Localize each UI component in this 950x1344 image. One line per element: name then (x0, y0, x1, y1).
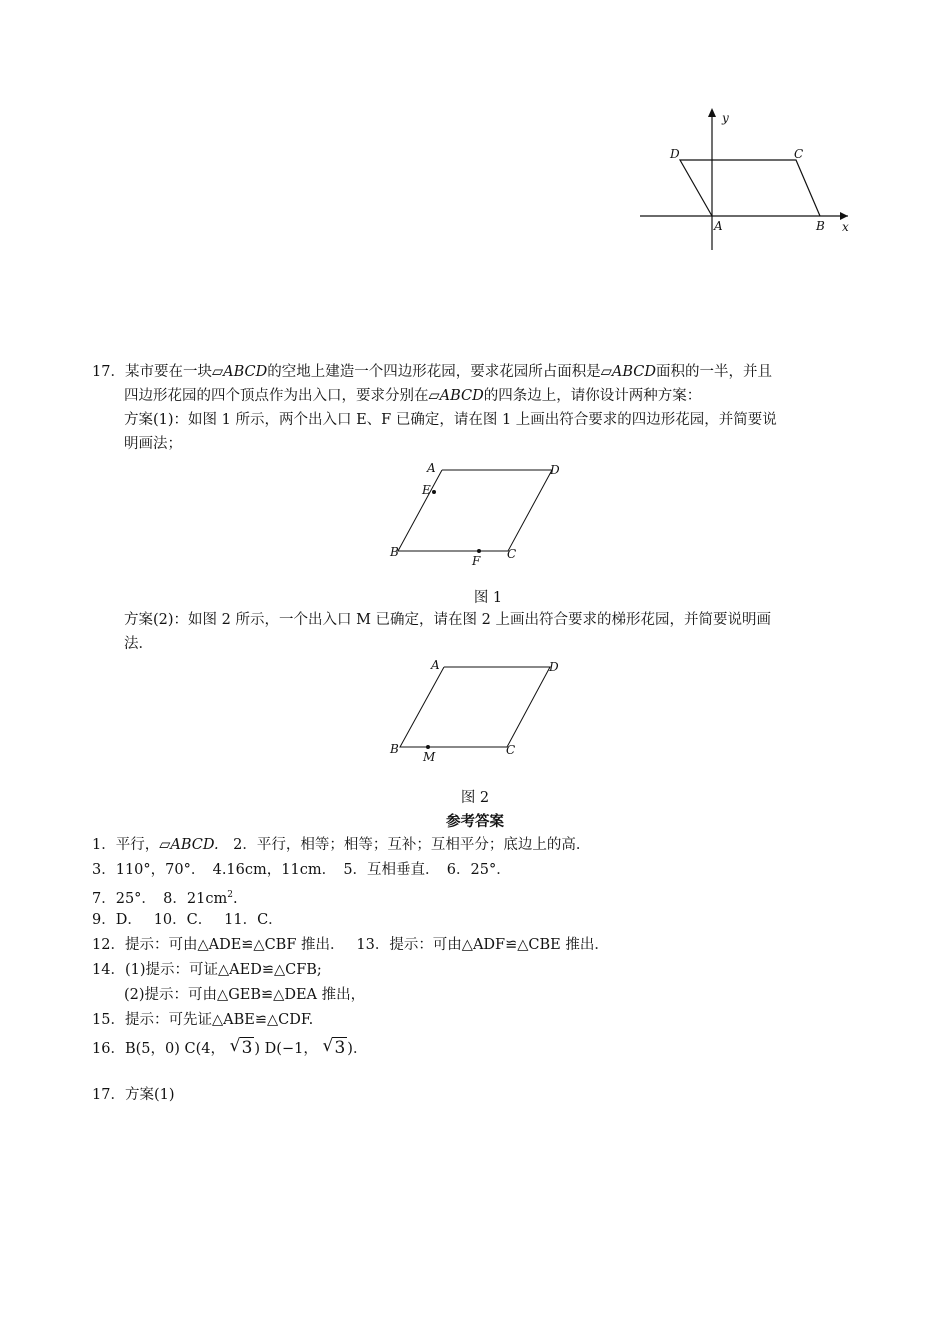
label-F: F (472, 554, 481, 568)
point-M (426, 745, 430, 749)
parallelogram-fig2 (400, 667, 550, 747)
label-B: B (390, 545, 399, 559)
label-M: M (423, 750, 436, 764)
label-D: D (550, 463, 560, 477)
figure-1-parallelogram (380, 455, 580, 573)
label-E: E (422, 483, 431, 497)
answer-7-8: 7．25°． 8．$21cm^2$. (92, 890, 238, 907)
answer-3-6: 3．110°，70°． 4.16cm，11cm． 5．互相垂直． 6．25°． (92, 862, 511, 878)
label-A: A (431, 658, 440, 672)
figure-1-caption: 图 1 (473, 590, 503, 606)
answer-15: 15．提示：可先证△ABE≌△CDF. (92, 1012, 314, 1028)
answer-17: 17．方案(1) (92, 1087, 175, 1103)
label-B: B (390, 742, 399, 756)
answer-16: 16．B(5，0) C(4， √ 3 ) D(−1， √ 3 )． (92, 1036, 368, 1058)
label-A: A (714, 219, 723, 233)
answer-9-11: 9．D． 10．C． 11．C． (92, 912, 283, 928)
sqrt-3-second: √ 3 (322, 1036, 346, 1058)
label-C: C (507, 547, 517, 561)
point-F (477, 549, 481, 553)
label-D: D (670, 147, 680, 161)
label-B: B (816, 219, 825, 233)
point-E (432, 490, 436, 494)
plan2-line2: 法． (124, 636, 153, 652)
answer-12-13: 12．提示：可由△ADE≌△CBF 推出． 13．提示：可由△ADF≌△CBE 推出． (92, 937, 609, 953)
parallelogram-symbol: ▱ (211, 364, 224, 380)
figure-2-parallelogram (380, 652, 580, 770)
answer-14-1: 14．(1)提示：可证△AED≌△CFB; (92, 962, 322, 978)
label-D: D (549, 660, 559, 674)
figure-2-caption: 图 2 (460, 790, 490, 806)
answer-14-2: (2)提示：可由△GEB≌△DEA 推出， (124, 987, 366, 1003)
label-C: C (506, 743, 516, 757)
label-C: C (794, 147, 804, 161)
y-axis-arrow (708, 108, 716, 117)
coordinate-parallelogram-figure (630, 100, 860, 260)
x-axis-arrow (840, 212, 848, 220)
plan2-line1: 方案(2)：如图 2 所示，一个出入口 M 已确定，请在图 2 上画出符合要求的梯形花园，并简要说明画 (124, 612, 771, 628)
parallelogram-ABCD (680, 160, 820, 216)
plan1-line1: 方案(1)：如图 1 所示，两个出入口 E、F 已确定，请在图 1 上画出符合要求的四边形花园，并简要说 (124, 412, 777, 428)
answer-1-2: 1．平行，▱ABCD. 2．平行，相等；相等；互补；互相平分；底边上的高． (92, 837, 591, 853)
label-x: x (842, 220, 849, 234)
label-y: y (722, 111, 729, 125)
plan1-line2: 明画法； (124, 436, 182, 452)
problem17-line1: 17．某市要在一块▱ABCD的空地上建造一个四边形花园，要求花园所占面积是▱ABCD面积的一半，并且 (92, 364, 773, 380)
sqrt-3-first: √ 3 (229, 1036, 253, 1058)
problem17-line2: 四边形花园的四个顶点作为出入口，要求分别在▱ABCD的四条边上，请你设计两种方案： (124, 388, 702, 404)
answers-title: 参考答案 (446, 814, 504, 830)
label-A: A (427, 461, 436, 475)
